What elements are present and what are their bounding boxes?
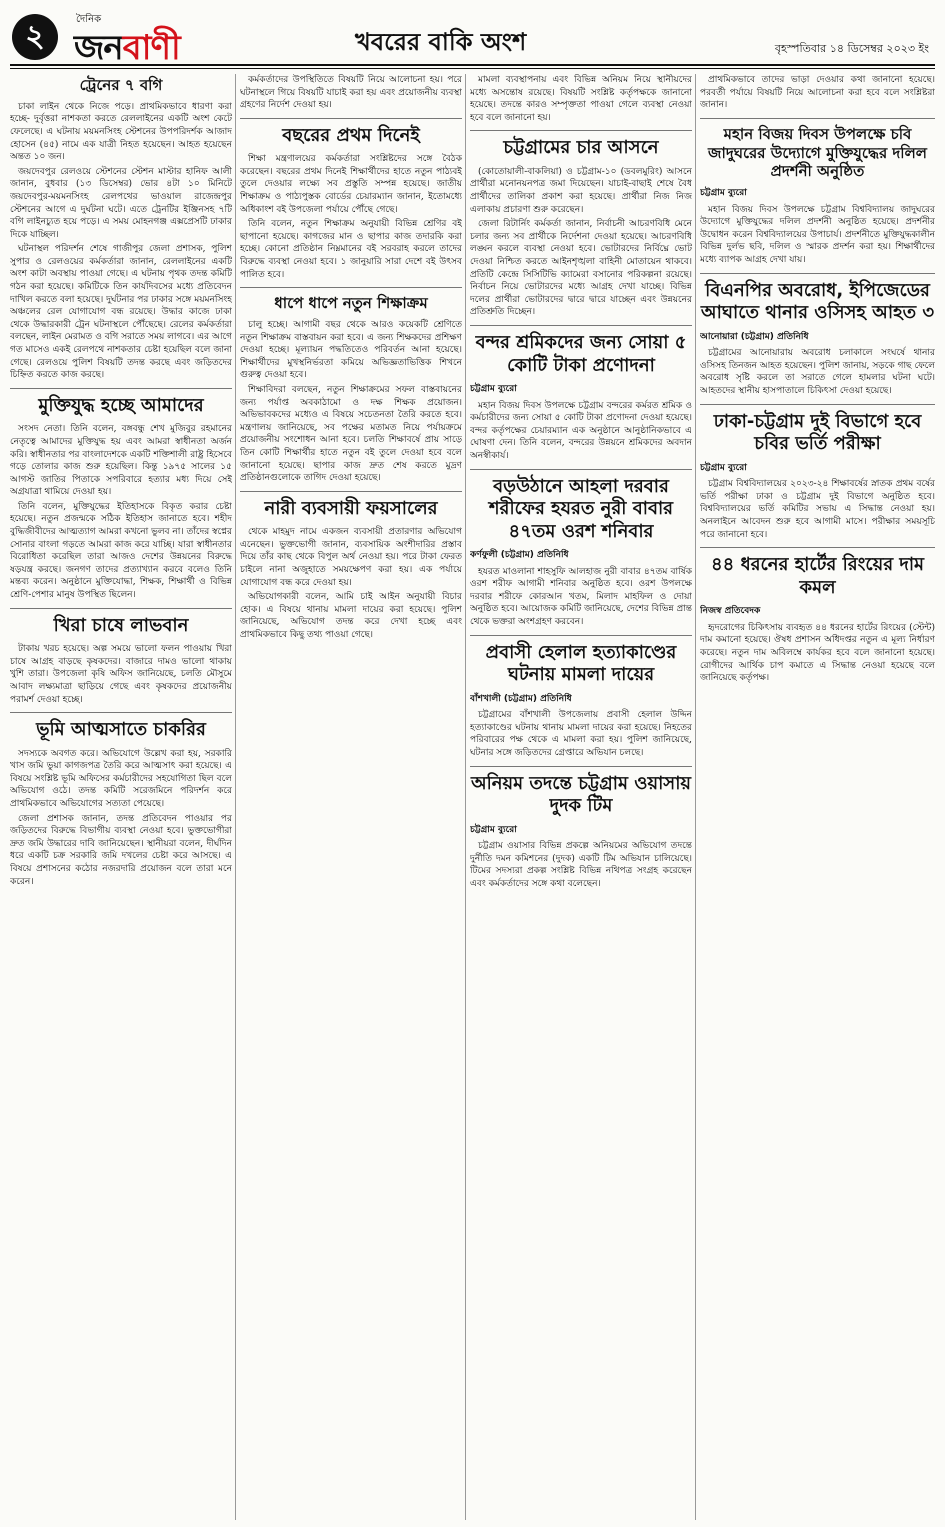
article-paragraph: জেলা প্রশাসক জানান, তদন্ত প্রতিবেদন পাওয়ার পর জড়িতদের বিরুদ্ধে বিভাগীয় ব্যবস্থা নেওয়া হবে। ভুক্তভোগীরা দ্রুত জমি উদ্ধারের দাবি জানিয়েছেন। স্থানীয়রা বলেন, দীর্ঘদিন ধরে একটি চক্র সরকারি জমি দখলের চেষ্টা করে আসছে। এ বিষয়ে প্রশাসনের কঠোর নজরদারি প্রয়োজন বলে তারা মনে করেন। — [10, 813, 232, 887]
article-paragraph: থেকে মাহমুদ নামে একজন ব্যবসায়ী প্রতারণার অভিযোগ এনেছেন। ভুক্তভোগী জানান, ব্যবসায়িক অংশীদারির প্রস্তাব দিয়ে তাঁর কাছ থেকে বিপুল অর্থ নেওয়া হয়। পরে টাকা ফেরত চাইলে নানা অজুহাতে সময়ক্ষেপণ করা হয়। এক পর্যায়ে যোগাযোগ বন্ধ করে দেওয়া হয়। — [240, 527, 462, 588]
column-3 — [470, 74, 692, 1520]
masthead — [10, 10, 935, 72]
article-paragraph: সংসদ নেতা। তিনি বলেন, বঙ্গবন্ধু শেখ মুজিবুর রহমানের নেতৃত্বে আমাদের মুক্তিযুদ্ধ হয় এবং আমরা স্বাধীনতা অর্জন করি। স্বাধীনতার পর বাংলাদেশকে একটি শক্তিশালী রাষ্ট্র হিসেবে গড়ে তোলার কাজ শুরু হয়েছিল। কিন্তু ১৯৭৫ সালের ১৫ আগস্ট জাতির পিতাকে সপরিবারে হত্যার মধ্য দিয়ে সেই অগ্রযাত্রা থামিয়ে দেওয়া হয়। — [10, 424, 232, 498]
column-1 — [10, 74, 232, 1520]
article-paragraph: হযরত মাওলানা শাহসুফি আলহাজ নুরী বাবার ৪৭তম বার্ষিক ওরশ শরীফ আগামী শনিবার অনুষ্ঠিত হবে। ওরশ উপলক্ষে দরবার শরীফে কোরআন খতম, মিলাদ মাহফিল ও দোয়া অনুষ্ঠিত হবে। আয়োজক কমিটি জানিয়েছে, দেশের বিভিন্ন প্রান্ত থেকে ভক্তরা অংশগ্রহণ করবেন। — [470, 566, 692, 628]
article-byline: বাঁশখালী (চট্টগ্রাম) প্রতিনিধি — [470, 693, 572, 704]
masthead-rule-thin — [10, 68, 935, 69]
article-byline: চট্টগ্রাম ব্যুরো — [700, 188, 747, 199]
article-paragraph: তিনি বলেন, মুক্তিযুদ্ধের ইতিহাসকে বিকৃত করার চেষ্টা হয়েছে। নতুন প্রজন্মকে সঠিক ইতিহাস জানাতে হবে। শহীদ বুদ্ধিজীবীদের আত্মত্যাগ আমরা কখনো ভুলব না। তাঁদের স্বপ্নের সোনার বাংলা গড়তে আমরা কাজ করে যাচ্ছি। যারা স্বাধীনতার বিরোধিতা করেছিল তারা আজও দেশের উন্নয়নের বিরুদ্ধে ষড়যন্ত্র করছে। জনগণ তাদের প্রত্যাখ্যান করবে বলেও তিনি মন্তব্য করেন। অনুষ্ঠানে মুক্তিযোদ্ধা, শিক্ষক, শিক্ষার্থী ও বিভিন্ন শ্রেণি-পেশার মানুষ উপস্থিত ছিলেন। — [10, 501, 232, 601]
section-title: খবরের বাকি অংশ — [355, 28, 527, 56]
article-byline: আনোয়ারা (চট্টগ্রাম) প্রতিনিধি — [700, 331, 809, 342]
article-paragraph: শিক্ষা মন্ত্রণালয়ের কর্মকর্তারা সংশ্লিষ্টদের সঙ্গে বৈঠক করেছেন। বছরের প্রথম দিনেই শিক্ষার্থীদের হাতে নতুন পাঠ্যবই তুলে দেওয়ার লক্ষ্যে সব প্রস্তুতি সম্পন্ন হয়েছে। জাতীয় শিক্ষাক্রম ও পাঠ্যপুস্তক বোর্ডের চেয়ারম্যান জানান, ইতোমধ্যে অধিকাংশ বই উপজেলা পর্যায়ে পৌঁছে গেছে। — [240, 154, 462, 215]
column-2 — [240, 74, 462, 1520]
column-4 — [700, 74, 935, 1520]
article-paragraph: জেলা রিটার্নিং কর্মকর্তা জানান, নির্বাচনী আচরণবিধি মেনে চলার জন্য সব প্রার্থীকে নির্দেশনা দেওয়া হয়েছে। আচরণবিধি লঙ্ঘন করলে ব্যবস্থা নেওয়া হবে। ভোটারদের নির্বিঘ্নে ভোট দেওয়া নিশ্চিত করতে আইনশৃঙ্খলা বাহিনী মোতায়েন থাকবে। প্রতিটি কেন্দ্রে সিসিটিভি ক্যামেরা বসানোর পরিকল্পনা রয়েছে। নির্বাচন নিয়ে ভোটারদের মধ্যে আগ্রহ দেখা যাচ্ছে। বিভিন্ন দলের প্রার্থীরা ভোটারদের দ্বারে দ্বারে যাচ্ছেন এবং উন্নয়নের প্রতিশ্রুতি দিচ্ছেন। — [470, 219, 692, 318]
logo-wordmark — [74, 22, 180, 79]
article-headline[interactable]: নারী ব্যবসায়ী ফয়সালের — [240, 491, 462, 521]
article-headline[interactable]: অনিয়ম তদন্তে চট্টগ্রাম ওয়াসায় দুদক টিম — [470, 766, 692, 818]
article-paragraph: ঘটনাস্থল পরিদর্শন শেষে গাজীপুর জেলা প্রশাসক, পুলিশ সুপার ও রেলওয়ের কর্মকর্তারা জানান, রেললাইনের একটি অংশ কাটা অবস্থায় পাওয়া গেছে। এ ঘটনায় পৃথক তদন্ত কমিটি গঠন করা হয়েছে। কমিটিকে তিন কার্যদিবসের মধ্যে প্রতিবেদন দাখিল করতে বলা হয়েছে। দুর্ঘটনার পর ঢাকার সঙ্গে ময়মনসিংহ অঞ্চলের রেল যোগাযোগ বন্ধ রয়েছে। উদ্ধার কাজে ঢাকা থেকে উদ্ধারকারী ট্রেন ঘটনাস্থলে পৌঁছেছে। রেলের কর্মকর্তারা বলছেন, লাইন মেরামত ও বগি সরাতে সময় লাগবে। এর আগে গত মাসেও একই রেলপথে নাশকতার চেষ্টা হয়েছিল বলে জানা গেছে। রেলওয়ে পুলিশ বিষয়টি তদন্ত করছে এবং জড়িতদের চিহ্নিত করতে কাজ করছে। — [10, 244, 232, 381]
article-headline[interactable]: ট্রেনের ৭ বগি — [79, 76, 163, 94]
article-paragraph: চাকা লাইন থেকে নিজে পড়ে। প্রাথমিকভাবে ধারণা করা হচ্ছে- দুর্বৃত্তরা নাশকতা করতে রেললাইনের একটি অংশ কেটে ফেলেছে। এ ঘটনায় ময়মনসিংহ স্টেশনের উপপরিদর্শক আজাদ হোসেন (৪৫) নামে এক যাত্রী নিহত হয়েছেন। আহত হয়েছেন অন্তত ১০ জন। — [10, 101, 232, 163]
article-byline: চট্টগ্রাম ব্যুরো — [470, 384, 517, 394]
article-paragraph: হৃদরোগের চিকিৎসায় ব্যবহৃত ৪৪ ধরনের হার্টের রিংয়ের (স্টেন্ট) দাম কমানো হয়েছে। ঔষধ প্রশাসন অধিদপ্তর নতুন এ মূল্য নির্ধারণ করেছে। নতুন দাম অবিলম্বে কার্যকর হবে বলে জানানো হয়েছে। রোগীদের আর্থিক চাপ কমাতে এ সিদ্ধান্ত নেওয়া হয়েছে বলে জানিয়েছে কর্তৃপক্ষ। — [700, 622, 935, 684]
article-paragraph: টাকায় খরচ হয়েছে। অল্প সময়ে ভালো ফলন পাওয়ায় খিরা চাষে আগ্রহ বাড়ছে কৃষকদের। বাজারে দামও ভালো থাকায় খুশি তারা। উপজেলা কৃষি অফিস জানিয়েছে, চলতি মৌসুমে আবাদ লক্ষ্যমাত্রা ছাড়িয়ে গেছে এবং কৃষকদের প্রয়োজনীয় পরামর্শ দেওয়া হচ্ছে। — [10, 644, 232, 705]
article-paragraph: কর্মকর্তাদের উপস্থিতিতে বিষয়টি নিয়ে আলোচনা হয়। পরে ঘটনাস্থলে গিয়ে বিষয়টি যাচাই করা হয় এবং প্রয়োজনীয় ব্যবস্থা গ্রহণের নির্দেশ দেওয়া হয়। — [240, 75, 462, 111]
article-paragraph: (কোতোয়ালী-বাকলিয়া) ও চট্টগ্রাম-১০ (ডবলমুরিং) আসনে প্রার্থীরা মনোনয়নপত্র জমা দিয়েছেন। যাচাই-বাছাই শেষে বৈধ প্রার্থীদের তালিকা প্রকাশ করা হয়েছে। প্রার্থীরা নিজ নিজ এলাকায় প্রচারণা শুরু করেছেন। — [470, 166, 692, 215]
article-byline: নিজস্ব প্রতিবেদক — [700, 606, 761, 617]
article-paragraph: শিক্ষাবিদরা বলছেন, নতুন শিক্ষাক্রমের সফল বাস্তবায়নের জন্য পর্যাপ্ত অবকাঠামো ও দক্ষ শিক্ষক প্রয়োজন। অভিভাবকদের মধ্যেও এ বিষয়ে সচেতনতা তৈরি করতে হবে। মন্ত্রণালয় জানিয়েছে, সব পক্ষের মতামত নিয়ে পর্যায়ক্রমে প্রয়োজনীয় সংশোধন আনা হবে। চলতি শিক্ষাবর্ষে প্রায় সাড়ে তিন কোটি শিক্ষার্থীর হাতে নতুন বই তুলে দেওয়া হবে বলে জানানো হয়েছে। ছাপার কাজ দ্রুত শেষ করতে মুদ্রণ প্রতিষ্ঠানগুলোকে তাগিদ দেওয়া হয়েছে। — [240, 384, 462, 484]
article-headline[interactable]: ঢাকা-চট্টগ্রাম দুই বিভাগে হবে চবির ভর্তি পরীক্ষা — [700, 404, 935, 456]
column-divider — [235, 74, 236, 1520]
article-headline[interactable]: চট্টগ্রামের চার আসনে — [470, 130, 692, 160]
column-divider — [465, 74, 466, 1520]
article-headline[interactable]: মুক্তিযুদ্ধ হচ্ছে আমাদের — [10, 388, 232, 418]
column-divider — [695, 74, 696, 1520]
newspaper-logo — [64, 10, 254, 66]
article-paragraph: চট্টগ্রামের আনোয়ারায় অবরোধ চলাকালে সংঘর্ষে থানার ওসিসহ তিনজন আহত হয়েছেন। পুলিশ জানায়, সড়কে গাছ ফেলে অবরোধ সৃষ্টি করলে তা সরাতে গেলে হামলার ঘটনা ঘটে। আহতদের স্থানীয় হাসপাতালে চিকিৎসা দেওয়া হয়েছে। — [700, 348, 935, 396]
article-paragraph: মহান বিজয় দিবস উপলক্ষে চট্টগ্রাম বন্দরের কর্মরত শ্রমিক ও কর্মচারীদের জন্য সোয়া ৫ কোটি টাকা প্রণোদনা দেওয়া হয়েছে। বন্দর কর্তৃপক্ষের চেয়ারম্যান এক অনুষ্ঠানে আনুষ্ঠানিকভাবে এ ঘোষণা দেন। তিনি বলেন, বন্দরের উন্নয়নে শ্রমিকদের অবদান অনস্বীকার্য। — [470, 400, 692, 461]
logo-wordmark-part-1: জন — [74, 28, 123, 68]
logo-daily-label: দৈনিক — [76, 14, 102, 25]
logo-wordmark-part-2: বাণী — [122, 28, 180, 68]
article-paragraph: প্রাথমিকভাবে তাদের ভাড়া দেওয়ার কথা জানানো হয়েছে। পরবর্তী পর্যায়ে বিষয়টি নিয়ে আলোচনা করা হবে বলে সংশ্লিষ্টরা জানান। — [700, 75, 935, 111]
article-paragraph: তিনি বলেন, নতুন শিক্ষাক্রম অনুযায়ী বিভিন্ন শ্রেণির বই ছাপানো হয়েছে। কাগজের মান ও ছাপার কাজ তদারকি করা হচ্ছে। কোনো প্রতিষ্ঠান নিম্নমানের বই সরবরাহ করলে তাদের বিরুদ্ধে ব্যবস্থা নেওয়া হবে। ১ জানুয়ারি সারা দেশে বই উৎসব পালিত হবে। — [240, 219, 462, 280]
masthead-rule — [10, 64, 935, 66]
article-paragraph: সদস্যকে অবগত করে। অভিযোগে উল্লেখ করা হয়, সরকারি খাস জমি ভুয়া কাগজপত্র তৈরি করে আত্মসাৎ করা হয়েছে। এ বিষয়ে সংশ্লিষ্ট ভূমি অফিসের কর্মচারীদের সহযোগিতা ছিল বলে অভিযোগ ওঠে। তদন্ত কমিটি সরেজমিনে পরিদর্শন করে প্রাথমিকভাবে অভিযোগের সত্যতা পেয়েছে। — [10, 748, 232, 809]
article-headline[interactable]: বড়উঠানে আহলা দরবার শরীফের হযরত নুরী বাবার ৪৭তম ওরশ শনিবার — [470, 469, 692, 544]
article-paragraph: মামলা ব্যবস্থাপনায় এবং বিভিন্ন অনিয়ম নিয়ে স্থানীয়দের মধ্যে অসন্তোষ রয়েছে। বিষয়টি সংশ্লিষ্ট কর্তৃপক্ষকে জানানো হয়েছে। তদন্তে কারও সম্পৃক্ততা পাওয়া গেলে ব্যবস্থা নেওয়া হবে বলে জানানো হয়। — [470, 75, 692, 123]
article-paragraph: চট্টগ্রাম বিশ্ববিদ্যালয়ের ২০২৩-২৪ শিক্ষাবর্ষের স্নাতক প্রথম বর্ষের ভর্তি পরীক্ষা ঢাকা ও চট্টগ্রাম দুই বিভাগে অনুষ্ঠিত হবে। বিশ্ববিদ্যালয়ের ভর্তি কমিটির সভায় এ সিদ্ধান্ত নেওয়া হয়। অনলাইনে আবেদন শুরু হবে আগামী মাসে। পরীক্ষার সময়সূচি পরে জানানো হবে। — [700, 479, 935, 540]
article-headline[interactable]: বন্দর শ্রমিকদের জন্য সোয়া ৫ কোটি টাকা প্রণোদনা — [470, 325, 692, 377]
article-paragraph: অভিযোগকারী বলেন, আমি চাই আইন অনুযায়ী বিচার হোক। এ বিষয়ে থানায় মামলা দায়ের করা হয়েছে। পুলিশ জানিয়েছে, অভিযোগ তদন্ত করে দেখা হচ্ছে এবং প্রাথমিকভাবে কিছু তথ্য পাওয়া গেছে। — [240, 592, 462, 640]
article-headline[interactable]: মহান বিজয় দিবস উপলক্ষে চবি জাদুঘরের উদ্যোগে মুক্তিযুদ্ধের দলিল প্রদর্শনী অনুষ্ঠিত — [700, 118, 935, 181]
article-headline[interactable]: প্রবাসী হেলাল হত্যাকাণ্ডের ঘটনায় মামলা দায়ের — [470, 635, 692, 687]
page-number: ২ — [12, 14, 58, 60]
publication-date: বৃহস্পতিবার ১৪ ডিসেম্বর ২০২৩ ইং — [774, 42, 929, 55]
article-paragraph: মহান বিজয় দিবস উপলক্ষে চট্টগ্রাম বিশ্ববিদ্যালয় জাদুঘরের উদ্যোগে মুক্তিযুদ্ধের দলিল প্রদর্শনী অনুষ্ঠিত হয়েছে। প্রদর্শনীর উদ্বোধন করেন বিশ্ববিদ্যালয়ের উপাচার্য। প্রদর্শনীতে মুক্তিযুদ্ধকালীন বিভিন্ন দুর্লভ ছবি, দলিল ও স্মারক প্রদর্শন করা হয়। শিক্ষার্থীদের মধ্যে ব্যাপক আগ্রহ দেখা যায়। — [700, 204, 935, 265]
article-headline[interactable]: বিএনপির অবরোধ, ইপিজেডের আঘাতে থানার ওসিসহ আহত ৩ — [700, 273, 935, 325]
article-paragraph: চট্টগ্রাম ওয়াসার বিভিন্ন প্রকল্পে অনিয়মের অভিযোগ তদন্তে দুর্নীতি দমন কমিশনের (দুদক) একটি টিম অভিযান চালিয়েছে। টিমের সদস্যরা প্রকল্প সংশ্লিষ্ট বিভিন্ন নথিপত্র সংগ্রহ করেছেন এবং কর্মকর্তাদের সঙ্গে কথা বলেছেন। — [470, 841, 692, 889]
article-headline[interactable]: ভূমি আত্মসাতে চাকরির — [10, 712, 232, 742]
article-headline[interactable]: বছরের প্রথম দিনেই — [240, 118, 462, 148]
article-paragraph: চালু হচ্ছে। আগামী বছর থেকে আরও কয়েকটি শ্রেণিতে নতুন শিক্ষাক্রম বাস্তবায়ন করা হবে। এ জন্য শিক্ষকদের প্রশিক্ষণ দেওয়া হচ্ছে। মূল্যায়ন পদ্ধতিতেও পরিবর্তন আনা হয়েছে। শিক্ষার্থীদের মুখস্থনির্ভরতা কমিয়ে অভিজ্ঞতাভিত্তিক শিখনে গুরুত্ব দেওয়া হবে। — [240, 319, 462, 381]
article-headline[interactable]: ৪৪ ধরনের হার্টের রিংয়ের দাম কমল — [700, 547, 935, 599]
article-byline: কর্ণফুলী (চট্টগ্রাম) প্রতিনিধি — [470, 550, 569, 561]
article-byline: চট্টগ্রাম ব্যুরো — [700, 462, 747, 473]
article-paragraph: চট্টগ্রামের বাঁশখালী উপজেলায় প্রবাসী হেলাল উদ্দিন হত্যাকাণ্ডের ঘটনায় থানায় মামলা দায়ের করা হয়েছে। নিহতের পরিবারের পক্ষ থেকে এ মামলা করা হয়। পুলিশ জানিয়েছে, ঘটনার সঙ্গে জড়িতদের গ্রেপ্তারে অভিযান চলছে। — [470, 710, 692, 758]
article-paragraph: জয়দেবপুর রেলওয়ে স্টেশনের স্টেশন মাস্টার হানিফ আলী জানান, বুধবার (১৩ ডিসেম্বর) ভোর ৪টা ১০ মিনিটে জয়দেবপুর-ময়মনসিংহ রেলপথের ভাওয়াল রাজেন্দ্রপুর স্টেশনের আগে এ দুর্ঘটনা ঘটে। এতে ট্রেনটির ইঞ্জিনসহ ৭টি বগি লাইনচ্যুত হয়ে পড়ে। এ সময় মোহনগঞ্জ এক্সপ্রেসটি ঢাকার দিকে যাচ্ছিল। — [10, 166, 232, 240]
article-byline: চট্টগ্রাম ব্যুরো — [470, 824, 517, 835]
article-headline[interactable]: খিরা চাষে লাভবান — [10, 608, 232, 638]
article-headline[interactable]: ধাপে ধাপে নতুন শিক্ষাক্রম — [240, 287, 462, 313]
